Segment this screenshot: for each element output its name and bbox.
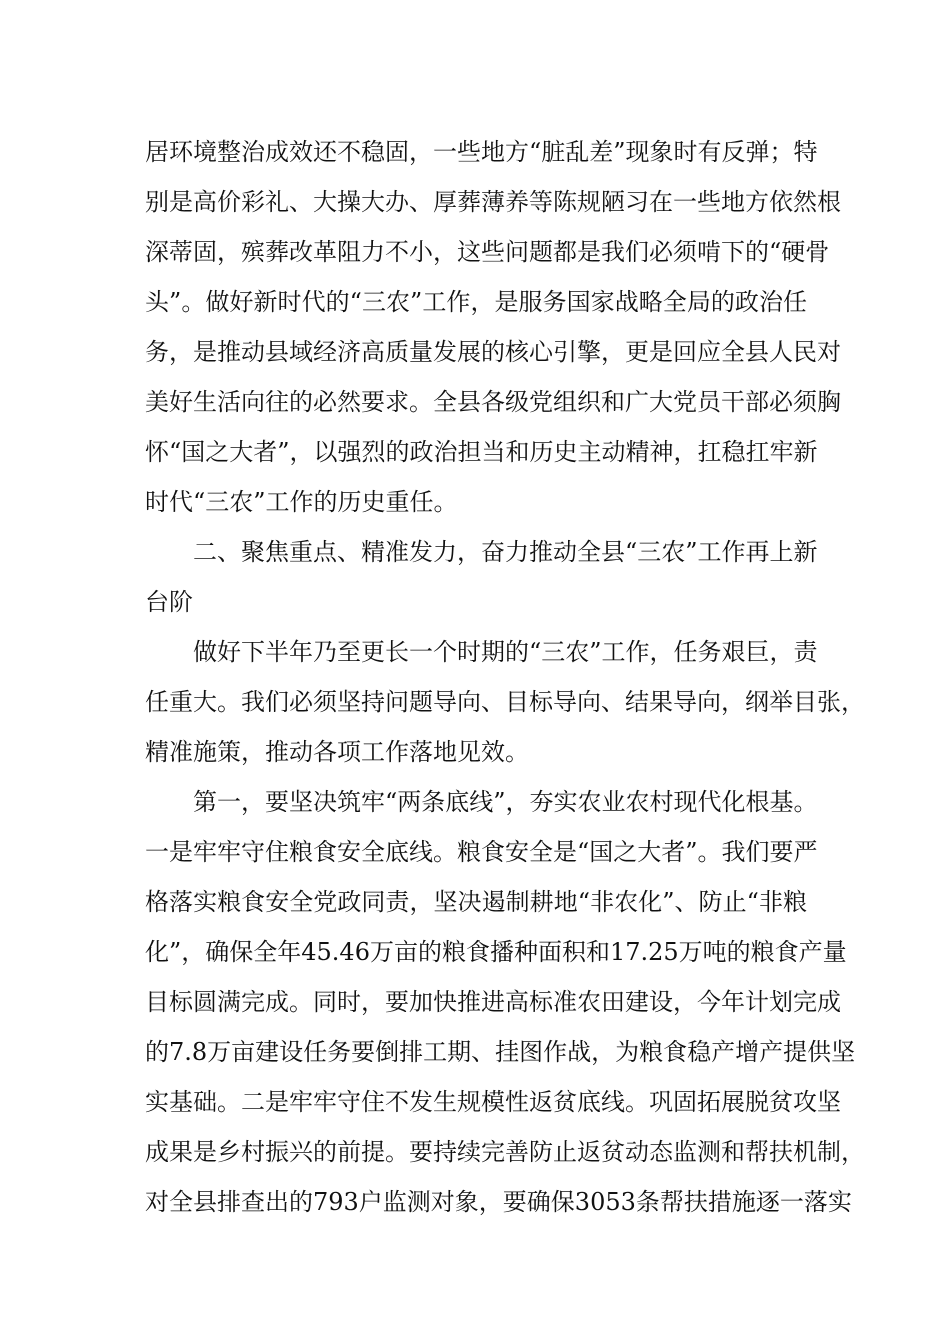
text-line: 实基础。二是牢牢守住不发生规模性返贫底线。巩固拓展脱贫攻坚: [145, 1088, 841, 1116]
text-line: 任重大。我们必须坚持问题导向、目标导向、结果导向，纲举目张，: [145, 688, 865, 716]
text-line: 目标圆满完成。同时，要加快推进高标准农田建设，今年计划完成: [145, 988, 841, 1016]
text-line: 格落实粮食安全党政同责，坚决遏制耕地“非农化”、防止“非粮: [145, 888, 807, 916]
text-line: 务，是推动县域经济高质量发展的核心引擎，更是回应全县人民对: [145, 338, 841, 366]
text-line: 二、聚焦重点、精准发力，奋力推动全县“三农”工作再上新: [193, 538, 818, 566]
document-page: [145, 127, 865, 1227]
text-line: 精准施策，推动各项工作落地见效。: [145, 738, 529, 766]
text-line: 头”。做好新时代的“三农”工作，是服务国家战略全局的政治任: [145, 288, 807, 316]
text-line: 化”，确保全年45.46万亩的粮食播种面积和17.25万吨的粮食产量: [145, 938, 847, 966]
paragraph: [145, 127, 841, 527]
text-line: 做好下半年乃至更长一个时期的“三农”工作，任务艰巨，责: [193, 638, 818, 666]
text-line: 怀“国之大者”，以强烈的政治担当和历史主动精神，扛稳扛牢新: [145, 438, 818, 466]
text-line: 成果是乡村振兴的前提。要持续完善防止返贫动态监测和帮扶机制，: [145, 1138, 865, 1166]
text-line: 居环境整治成效还不稳固，一些地方“脏乱差”现象时有反弹；特: [145, 138, 818, 166]
paragraph: [145, 627, 865, 777]
text-line: 一是牢牢守住粮食安全底线。粮食安全是“国之大者”。我们要严: [145, 838, 818, 866]
text-line: 的7.8万亩建设任务要倒排工期、挂图作战，为粮食稳产增产提供坚: [145, 1038, 856, 1066]
text-line: 第一，要坚决筑牢“两条底线”，夯实农业农村现代化根基。: [193, 788, 818, 816]
paragraph: [145, 527, 818, 627]
text-line: 别是高价彩礼、大操大办、厚葬薄养等陈规陋习在一些地方依然根: [145, 188, 841, 216]
text-line: 对全县排查出的793户监测对象，要确保3053条帮扶措施逐一落实: [145, 1188, 852, 1216]
paragraph: [145, 777, 865, 1227]
text-line: 深蒂固，殡葬改革阻力不小，这些问题都是我们必须啃下的“硬骨: [145, 238, 830, 266]
text-line: 时代“三农”工作的历史重任。: [145, 488, 458, 516]
text-line: 台阶: [145, 588, 193, 616]
text-line: 美好生活向往的必然要求。全县各级党组织和广大党员干部必须胸: [145, 388, 841, 416]
